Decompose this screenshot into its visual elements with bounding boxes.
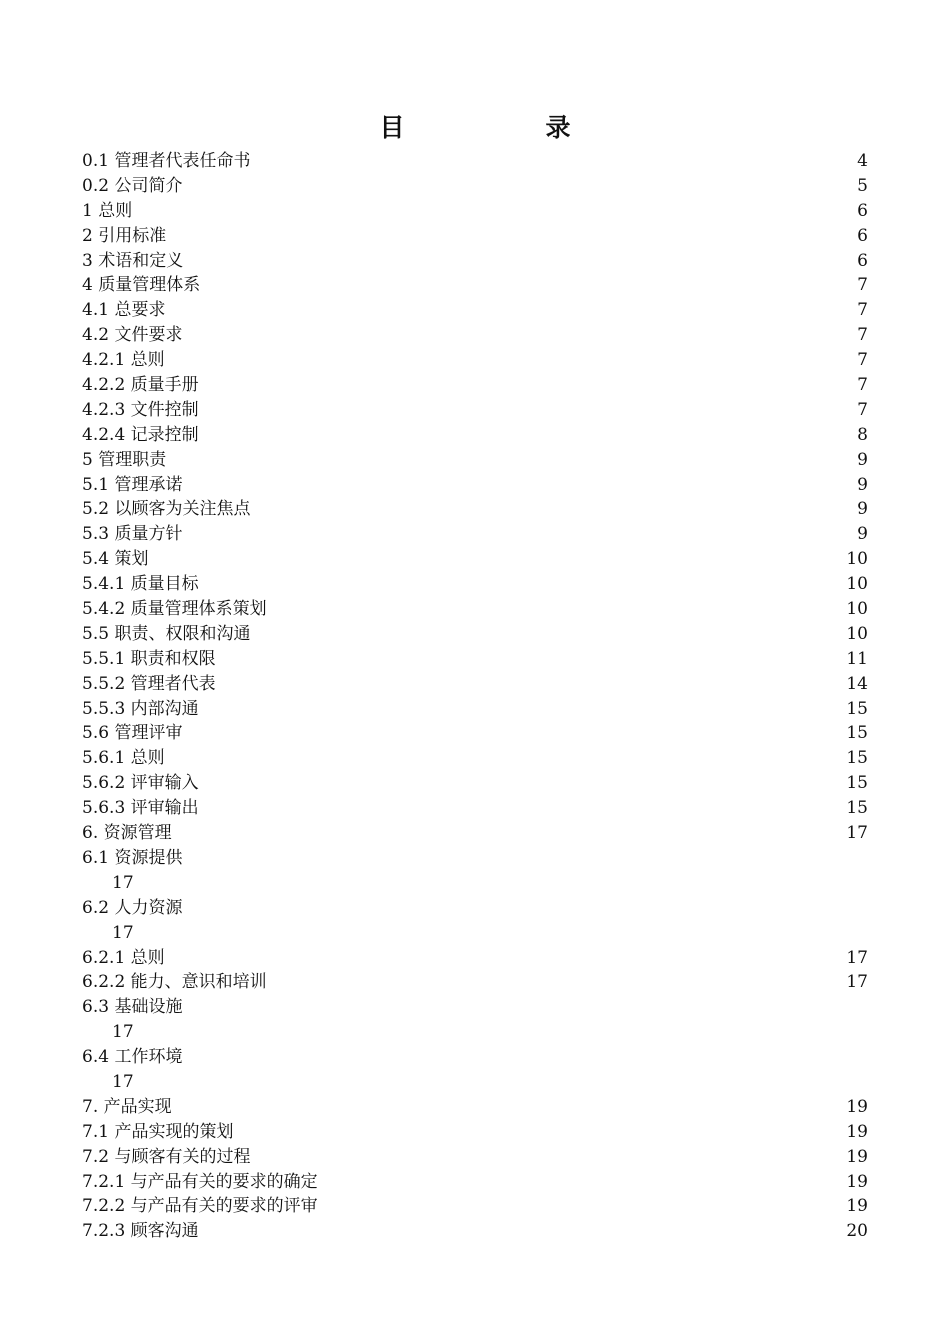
toc-entry-continuation (82, 1070, 868, 1095)
toc-entry[interactable] (82, 995, 868, 1020)
toc-entry[interactable] (82, 771, 868, 796)
toc-entry-label: 7.2.1 与产品有关的要求的确定 (82, 1171, 318, 1192)
toc-entry[interactable] (82, 199, 868, 224)
toc-entry-label: 4.2.3 文件控制 (82, 399, 199, 420)
toc-entry-page: 7 (857, 275, 868, 296)
toc-entry-continuation (82, 871, 868, 896)
toc-entry-label: 6.4 工作环境 (82, 1047, 183, 1068)
toc-entry-label: 6.2.2 能力、意识和培训 (82, 972, 267, 993)
toc-entry-label: 5.5.3 内部沟通 (82, 698, 199, 719)
toc-entry-page: 9 (857, 524, 868, 545)
toc-entry[interactable] (82, 423, 868, 448)
toc-entry-page: 19 (846, 1196, 868, 1217)
toc-entry-label: 5.5 职责、权限和沟通 (82, 623, 251, 644)
toc-entry-label: 5.4 策划 (82, 549, 149, 570)
toc-entry-label: 5.6 管理评审 (82, 723, 183, 744)
toc-entry-page: 17 (112, 1071, 134, 1092)
toc-entry[interactable] (82, 547, 868, 572)
toc-entry-label: 5.4.1 质量目标 (82, 574, 199, 595)
toc-entry[interactable] (82, 1219, 868, 1244)
toc-entry-page: 9 (857, 499, 868, 520)
toc-entry-label: 6.1 资源提供 (82, 847, 183, 868)
toc-entry[interactable] (82, 1145, 868, 1170)
toc-entry-page: 7 (857, 300, 868, 321)
toc-entry-page: 10 (846, 574, 868, 595)
toc-entry[interactable] (82, 946, 868, 971)
toc-entry-page: 19 (846, 1171, 868, 1192)
toc-entry-label: 5.6.2 评审输入 (82, 773, 199, 794)
toc-entry-label: 2 引用标准 (82, 225, 167, 246)
toc-entry-label: 4.2.1 总则 (82, 350, 165, 371)
toc-entry-page: 17 (112, 922, 134, 943)
toc-list (82, 149, 868, 1244)
toc-entry-page: 7 (857, 399, 868, 420)
toc-entry-page: 15 (846, 748, 868, 769)
toc-entry-label: 4 质量管理体系 (82, 275, 201, 296)
toc-entry-label: 7. 产品实现 (82, 1096, 172, 1117)
toc-entry-page: 6 (857, 225, 868, 246)
toc-entry[interactable] (82, 672, 868, 697)
toc-entry[interactable] (82, 1170, 868, 1195)
toc-entry-label: 5.5.2 管理者代表 (82, 673, 216, 694)
toc-entry-label: 6.2 人力资源 (82, 897, 183, 918)
toc-entry-page: 7 (857, 325, 868, 346)
toc-entry[interactable] (82, 398, 868, 423)
toc-entry-label: 7.1 产品实现的策划 (82, 1121, 234, 1142)
toc-entry[interactable] (82, 697, 868, 722)
toc-entry-page: 5 (857, 175, 868, 196)
toc-entry-page: 10 (846, 623, 868, 644)
toc-entry-page: 17 (846, 947, 868, 968)
toc-entry-page: 19 (846, 1146, 868, 1167)
toc-entry[interactable] (82, 721, 868, 746)
toc-entry-label: 5.6.1 总则 (82, 748, 165, 769)
toc-entry[interactable] (82, 348, 868, 373)
toc-entry-page: 8 (857, 424, 868, 445)
toc-entry[interactable] (82, 448, 868, 473)
toc-entry[interactable] (82, 298, 868, 323)
toc-entry-label: 5.1 管理承诺 (82, 474, 183, 495)
toc-entry-page: 20 (846, 1221, 868, 1242)
toc-entry-label: 5.4.2 质量管理体系策划 (82, 599, 267, 620)
toc-entry[interactable] (82, 746, 868, 771)
toc-entry-page: 19 (846, 1121, 868, 1142)
toc-entry-label: 6. 资源管理 (82, 823, 172, 844)
toc-entry-label: 5.3 质量方针 (82, 524, 183, 545)
toc-entry[interactable] (82, 647, 868, 672)
toc-entry-label: 7.2.3 顾客沟通 (82, 1221, 199, 1242)
toc-entry-label: 4.2 文件要求 (82, 325, 183, 346)
toc-entry[interactable] (82, 473, 868, 498)
toc-entry-label: 5 管理职责 (82, 449, 167, 470)
toc-entry-label: 3 术语和定义 (82, 250, 184, 271)
toc-entry-label: 0.1 管理者代表任命书 (82, 151, 251, 171)
toc-entry-page: 9 (857, 449, 868, 470)
toc-entry[interactable] (82, 497, 868, 522)
toc-entry[interactable] (82, 846, 868, 871)
toc-entry-page: 15 (846, 723, 868, 744)
toc-entry[interactable] (82, 796, 868, 821)
toc-entry-label: 4.2.4 记录控制 (82, 424, 199, 445)
toc-entry-page: 9 (857, 474, 868, 495)
toc-entry[interactable] (82, 522, 868, 547)
toc-entry[interactable] (82, 149, 868, 174)
toc-entry-label: 0.2 公司简介 (82, 175, 183, 196)
toc-entry[interactable] (82, 273, 868, 298)
toc-entry[interactable] (82, 323, 868, 348)
toc-entry-label: 4.2.2 质量手册 (82, 375, 199, 396)
toc-entry[interactable] (82, 622, 868, 647)
toc-title: 目 录 (379, 113, 629, 142)
toc-entry[interactable] (82, 224, 868, 249)
toc-entry[interactable] (82, 821, 868, 846)
toc-entry[interactable] (82, 572, 868, 597)
toc-entry-page: 15 (846, 773, 868, 794)
toc-entry-continuation (82, 1020, 868, 1045)
toc-entry-page: 15 (846, 698, 868, 719)
toc-entry[interactable] (82, 1095, 868, 1120)
toc-entry-page: 19 (846, 1096, 868, 1117)
toc-entry[interactable] (82, 1045, 868, 1070)
toc-entry[interactable] (82, 597, 868, 622)
toc-entry-page: 17 (846, 972, 868, 993)
toc-entry[interactable] (82, 970, 868, 995)
toc-entry-label: 5.5.1 职责和权限 (82, 648, 216, 669)
toc-entry[interactable] (82, 1120, 868, 1145)
toc-entry-label: 6.2.1 总则 (82, 947, 165, 968)
toc-entry-label: 1 总则 (82, 200, 133, 221)
toc-entry-label: 5.2 以顾客为关注焦点 (82, 499, 251, 520)
toc-entry-label: 5.6.3 评审输出 (82, 798, 199, 819)
toc-entry-page: 4 (857, 151, 868, 171)
toc-entry-page: 7 (857, 375, 868, 396)
toc-entry-page: 14 (846, 673, 868, 694)
toc-entry[interactable] (82, 1194, 868, 1219)
toc-entry-label: 7.2.2 与产品有关的要求的评审 (82, 1196, 318, 1217)
toc-entry[interactable] (82, 174, 868, 199)
toc-entry-label: 7.2 与顾客有关的过程 (82, 1146, 251, 1167)
toc-entry-page: 7 (857, 350, 868, 371)
toc-entry-label: 6.3 基础设施 (82, 997, 183, 1018)
toc-entry-page: 17 (112, 1022, 134, 1043)
toc-entry-page: 6 (857, 250, 868, 271)
toc-entry-label: 4.1 总要求 (82, 300, 166, 321)
toc-entry-continuation (82, 921, 868, 946)
toc-entry-page: 6 (857, 200, 868, 221)
toc-entry-page: 15 (846, 798, 868, 819)
toc-entry[interactable] (82, 249, 868, 274)
toc-entry-page: 11 (846, 648, 868, 669)
toc-entry[interactable] (82, 896, 868, 921)
toc-entry-page: 10 (846, 599, 868, 620)
toc-entry-page: 17 (846, 823, 868, 844)
toc-entry[interactable] (82, 373, 868, 398)
toc-entry-page: 10 (846, 549, 868, 570)
toc-entry-page: 17 (112, 872, 134, 893)
